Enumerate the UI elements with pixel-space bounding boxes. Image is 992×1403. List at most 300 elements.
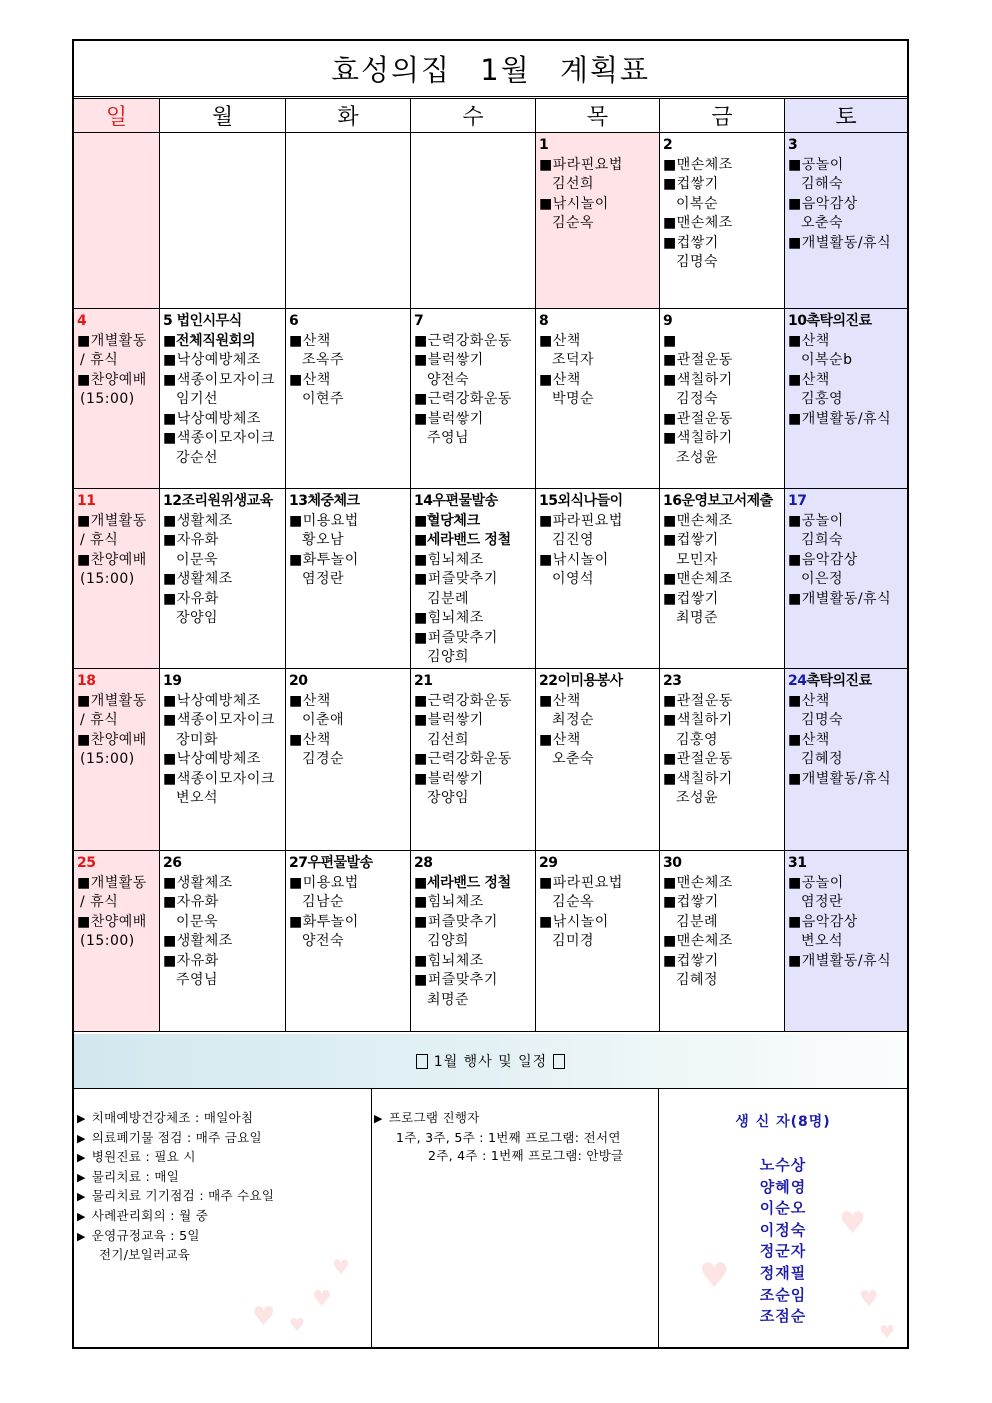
day-number-value: 24 <box>788 673 807 689</box>
day-number: 12조리원위생교육 <box>163 493 273 509</box>
participant-name: 주영님 <box>427 430 470 446</box>
day-cell-saturday[interactable] <box>785 133 907 308</box>
day-cell-friday[interactable] <box>660 851 785 1031</box>
heart-decoration-icon: ♥ <box>699 1256 730 1296</box>
participant-name: 이영석 <box>552 571 595 587</box>
birthday-name: 양혜영 <box>759 1177 807 1196</box>
activity-item: ■관절운동 <box>663 410 733 427</box>
activity-item: ■블럭쌓기 <box>414 352 484 368</box>
activity-item: ■낙상예방체조 <box>163 751 261 767</box>
day-number: 20 <box>289 673 308 689</box>
events-banner <box>74 1034 907 1089</box>
schedule-note <box>77 1148 371 1168</box>
activity-item: ■파라핀요법 <box>539 874 623 891</box>
participant-name: 염정란 <box>801 894 844 910</box>
activity-item: ■미용요법 <box>289 874 359 891</box>
bottom-section <box>74 1089 907 1347</box>
day-cell-thursday[interactable] <box>536 309 660 488</box>
day-number: 25 <box>77 855 96 871</box>
activity-item: ■힘뇌체조 <box>414 952 484 969</box>
schedule-note-text: 운영규정교육 : 5일 <box>91 1227 200 1243</box>
activity-item: ■미용요법 <box>289 512 359 529</box>
heart-decoration-icon: ♥ <box>252 1302 276 1332</box>
activity-item: ■산책 <box>788 731 830 748</box>
birthday-name: 정군자 <box>759 1242 807 1261</box>
birthday-title: 생 신 자(8명) <box>735 1114 831 1130</box>
checkbox-glyph-right-icon <box>553 1054 565 1069</box>
activity-item: ■산책 <box>788 332 830 349</box>
activity-item: ■관절운동 <box>663 692 733 709</box>
activity-item: ■화투놀이 <box>289 551 359 568</box>
day-cell-thursday[interactable] <box>536 851 660 1031</box>
activity-item: ■음악감상 <box>788 551 858 568</box>
day-cell-wednesday[interactable] <box>411 851 536 1031</box>
day-cell-tuesday[interactable] <box>286 851 411 1031</box>
participant-name: 황오남 <box>302 532 345 548</box>
participant-name: 이은정 <box>801 571 844 587</box>
day-number: 16운영보고서제출 <box>663 493 773 509</box>
weekday-tuesday: 화 <box>286 99 411 132</box>
day-number: 8 <box>539 313 549 329</box>
activity-item: ■낙상예방체조 <box>163 352 261 368</box>
day-event-label: 촉탁의진료 <box>806 673 872 689</box>
activity-item: ■찬양예배 <box>77 913 147 930</box>
weekday-header-row <box>74 99 907 133</box>
activity-item: ■공놀이 <box>788 874 844 891</box>
activity-item: ■낙상예방체조 <box>163 692 261 709</box>
week-row <box>74 851 907 1032</box>
participant-name: 임기선 <box>176 391 219 407</box>
activity-item: ■찬양예배 <box>77 731 147 748</box>
birthday-name: 노수상 <box>759 1156 807 1174</box>
activity-item: ■퍼즐맞추기 <box>414 571 498 587</box>
participant-name: 김홍영 <box>676 731 719 748</box>
day-cell-saturday[interactable] <box>785 309 907 488</box>
day-number: 27우편물발송 <box>289 855 373 871</box>
activity-item: ■생활체조 <box>163 512 233 529</box>
heart-decoration-icon: ♥ <box>839 1206 866 1241</box>
triangle-bullet-icon: ▶ <box>374 1112 383 1125</box>
activity-item: ■음악감상 <box>788 195 858 212</box>
triangle-bullet-icon: ▶ <box>77 1170 86 1184</box>
activity-item: ■근력강화운동 <box>414 332 512 349</box>
day-number: 2 <box>663 137 673 153</box>
events-banner-label: 1월 행사 및 일정 <box>433 1054 548 1070</box>
day-cell-saturday[interactable] <box>785 669 907 850</box>
activity-item: ■낚시놀이 <box>539 195 609 212</box>
activity-item: ■맨손체조 <box>663 215 733 231</box>
day-cell-sunday[interactable] <box>74 133 160 308</box>
heart-decoration-icon: ♥ <box>879 1322 896 1343</box>
triangle-bullet-icon: ▶ <box>77 1190 86 1204</box>
program-leaders-heading <box>374 1109 658 1129</box>
activity-item: ■색종이모자이크 <box>163 430 275 446</box>
day-number: 6 <box>289 313 299 329</box>
activity-item: ■맨손체조 <box>663 571 733 587</box>
program-leaders-panel <box>372 1089 659 1347</box>
participant-name: 조성윤 <box>676 449 719 466</box>
weekday-monday: 월 <box>160 99 286 132</box>
day-number: 14우편물발송 <box>414 493 498 509</box>
day-number: 28 <box>414 855 433 871</box>
activity-item: (15:00) <box>80 933 135 949</box>
participant-name: 김해숙 <box>801 176 844 192</box>
day-cell-tuesday[interactable] <box>286 669 411 850</box>
activity-item: ■산책 <box>289 731 331 748</box>
activity-item: ■산책 <box>289 692 331 709</box>
activity-item: ■색종이모자이크 <box>163 712 275 728</box>
activity-item: ■근력강화운동 <box>414 751 512 767</box>
schedule-note-text: 의료폐기물 점검 : 매주 금요일 <box>91 1129 262 1145</box>
birthday-name: 이정숙 <box>759 1220 807 1239</box>
activity-item: ■산책 <box>539 731 581 748</box>
participant-name: 이현주 <box>302 391 345 407</box>
participant-name: 이복순b <box>801 352 853 368</box>
day-number: 11 <box>77 493 96 509</box>
activity-item: ■맨손체조 <box>663 933 733 949</box>
day-number: 7 <box>414 313 424 329</box>
day-cell-saturday[interactable] <box>785 489 907 668</box>
schedule-note-text: 전기/보일러교육 <box>99 1247 191 1263</box>
activity-item: ■관절운동 <box>663 751 733 767</box>
participant-name: 김진영 <box>552 532 595 548</box>
activity-item: ■화투놀이 <box>289 913 359 930</box>
participant-name: 조덕자 <box>552 352 595 368</box>
participant-name: 모민자 <box>676 551 719 568</box>
schedule-note <box>77 1129 371 1149</box>
activity-item: ■공놀이 <box>788 156 844 173</box>
participant-name: 주영님 <box>176 972 219 988</box>
participant-name: 김경순 <box>302 751 345 767</box>
birthday-name: 정재필 <box>759 1263 807 1282</box>
day-number: 17 <box>788 493 807 509</box>
activity-item: ■개별활동/휴식 <box>788 952 892 969</box>
activity-item: ■세라밴드 정철 <box>414 532 511 548</box>
participant-name: 박명순 <box>552 391 595 407</box>
activity-item: ■개별활동 <box>77 692 147 709</box>
activity-item: / 휴식 <box>80 352 119 368</box>
triangle-bullet-icon: ▶ <box>77 1151 86 1165</box>
activity-item: ■컵쌓기 <box>663 590 719 607</box>
participant-name: 강순선 <box>176 449 219 466</box>
birthday-names-list <box>659 1155 907 1328</box>
activity-item: ■ <box>663 332 677 349</box>
schedule-note-text: 치매예방건강체조 : 매일아침 <box>91 1110 254 1125</box>
weekday-wednesday: 수 <box>411 99 536 132</box>
participant-name: 이복순 <box>676 195 719 212</box>
activity-item: ■맨손체조 <box>663 156 733 173</box>
activity-item: ■블럭쌓기 <box>414 410 484 427</box>
calendar-frame <box>72 39 909 1349</box>
activity-item: ■색칠하기 <box>663 430 733 446</box>
day-number: 3 <box>788 137 798 153</box>
day-number: 15외식나들이 <box>539 493 623 509</box>
schedule-note <box>77 1246 371 1265</box>
participant-name: 김명숙 <box>801 712 844 728</box>
weekday-thursday: 목 <box>536 99 660 132</box>
day-cell-wednesday[interactable] <box>411 669 536 850</box>
weekday-sunday: 일 <box>74 99 160 132</box>
schedule-note-text: 물리치료 : 매일 <box>91 1168 180 1184</box>
participant-name: 장양임 <box>176 610 219 626</box>
activity-item: ■산책 <box>289 371 331 388</box>
activity-item: ■산책 <box>539 332 581 349</box>
participant-name: 김남순 <box>302 894 345 910</box>
activity-item: ■색칠하기 <box>663 371 733 388</box>
activity-item: ■생활체조 <box>163 571 233 587</box>
triangle-bullet-icon: ▶ <box>77 1131 86 1145</box>
weeks-container <box>74 133 907 1032</box>
participant-name: 김명숙 <box>676 254 719 270</box>
activity-item: ■컵쌓기 <box>663 952 719 969</box>
activity-item: ■관절운동 <box>663 352 733 368</box>
day-cell-sunday[interactable] <box>74 489 160 668</box>
activity-item: ■생활체조 <box>163 933 233 949</box>
activity-item: ■맨손체조 <box>663 874 733 891</box>
birthday-name: 이순오 <box>759 1199 807 1218</box>
triangle-bullet-icon: ▶ <box>77 1229 86 1243</box>
participant-name: 김선희 <box>427 731 470 748</box>
day-cell-tuesday[interactable] <box>286 489 411 668</box>
activity-item: (15:00) <box>80 571 135 587</box>
participant-name: 최정순 <box>552 712 595 728</box>
schedule-notes-panel <box>74 1089 372 1347</box>
activity-item: ■근력강화운동 <box>414 692 512 709</box>
day-cell-friday[interactable] <box>660 669 785 850</box>
activity-item: ■색칠하기 <box>663 712 733 728</box>
day-cell-tuesday[interactable] <box>286 133 411 308</box>
schedule-note <box>77 1109 371 1129</box>
activity-item: ■공놀이 <box>788 512 844 529</box>
activity-item: ■자유화 <box>163 894 219 910</box>
activity-item: ■컵쌓기 <box>663 234 719 251</box>
activity-item: ■산책 <box>539 692 581 709</box>
heart-decoration-icon: ♥ <box>332 1255 350 1279</box>
program-leaders-row: 2주, 4주 : 1번째 프로그램: 안방글 <box>428 1148 624 1164</box>
activity-item: ■파라핀요법 <box>539 512 623 529</box>
schedule-note <box>77 1227 371 1247</box>
participant-name: 변오석 <box>176 790 219 806</box>
day-cell-monday[interactable] <box>160 489 286 668</box>
activity-item: ■찬양예배 <box>77 371 147 388</box>
activity-item: ■자유화 <box>163 952 219 969</box>
activity-item: ■힘뇌체조 <box>414 610 484 626</box>
activity-item: (15:00) <box>80 391 135 407</box>
activity-item: ■파라핀요법 <box>539 156 623 173</box>
activity-item: (15:00) <box>80 751 135 767</box>
heart-decoration-icon: ♥ <box>859 1287 879 1312</box>
activity-item: ■맨손체조 <box>663 512 733 529</box>
activity-item: ■개별활동 <box>77 874 147 891</box>
day-cell-monday[interactable] <box>160 133 286 308</box>
activity-item: ■퍼즐맞추기 <box>414 913 498 930</box>
participant-name: 김양희 <box>427 649 470 665</box>
schedule-notes-list <box>77 1109 371 1265</box>
activity-item: ■블럭쌓기 <box>414 770 484 787</box>
schedule-note <box>77 1207 371 1227</box>
participant-name: 김홍영 <box>801 391 844 407</box>
activity-item: ■컵쌓기 <box>663 176 719 192</box>
birthday-name: 조순임 <box>759 1285 807 1304</box>
schedule-note-text: 물리치료 기기점검 : 매주 수요일 <box>91 1188 275 1204</box>
activity-item: ■개별활동/휴식 <box>788 770 892 787</box>
day-cell-monday[interactable] <box>160 851 286 1031</box>
day-cell-thursday[interactable] <box>536 133 660 308</box>
activity-item: ■개별활동/휴식 <box>788 590 892 607</box>
activity-item: ■색칠하기 <box>663 770 733 787</box>
day-cell-thursday[interactable] <box>536 489 660 668</box>
activity-item: ■개별활동/휴식 <box>788 234 892 251</box>
weekday-friday: 금 <box>660 99 785 132</box>
activity-item: ■전체직원회의 <box>163 332 256 349</box>
participant-name: 변오석 <box>801 933 844 949</box>
participant-name: 김정숙 <box>676 391 719 407</box>
day-number: 4 <box>77 313 87 329</box>
activity-item: ■산책 <box>788 692 830 709</box>
participant-name: 장미화 <box>176 731 219 748</box>
week-row <box>74 489 907 669</box>
participant-name: 이문욱 <box>176 551 219 568</box>
activity-item: ■색종이모자이크 <box>163 371 275 388</box>
day-cell-saturday[interactable] <box>785 851 907 1031</box>
participant-name: 최명준 <box>676 610 719 626</box>
participant-name: 최명준 <box>427 991 470 1008</box>
day-cell-wednesday[interactable] <box>411 133 536 308</box>
day-cell-wednesday[interactable] <box>411 489 536 668</box>
participant-name: 김혜정 <box>676 972 719 988</box>
page-title: 효성의집 1월 계획표 <box>331 53 650 87</box>
triangle-bullet-icon: ▶ <box>77 1209 86 1223</box>
day-cell-friday[interactable] <box>660 489 785 668</box>
day-number: 26 <box>163 855 182 871</box>
day-number: 18 <box>77 673 96 689</box>
participant-name: 염정란 <box>302 571 345 587</box>
participant-name: 이문욱 <box>176 913 219 930</box>
participant-name: 김선희 <box>552 176 595 192</box>
schedule-note <box>77 1168 371 1188</box>
activity-item: ■낚시놀이 <box>539 913 609 930</box>
participant-name: 조옥주 <box>302 352 345 368</box>
day-number <box>788 672 907 692</box>
participant-name: 오춘숙 <box>801 215 844 231</box>
activity-item: / 휴식 <box>80 894 119 910</box>
participant-name: 김혜정 <box>801 751 844 767</box>
day-number: 19 <box>163 673 182 689</box>
schedule-note-text: 병원진료 : 필요 시 <box>91 1149 196 1165</box>
activity-item: ■근력강화운동 <box>414 391 512 407</box>
day-cell-sunday[interactable] <box>74 669 160 850</box>
week-row <box>74 133 907 309</box>
activity-item: ■낚시놀이 <box>539 551 609 568</box>
activity-item: ■컵쌓기 <box>663 894 719 910</box>
activity-item: ■힘뇌체조 <box>414 551 484 568</box>
checkbox-glyph-left-icon <box>416 1054 428 1069</box>
day-cell-friday[interactable] <box>660 309 785 488</box>
activity-item: ■산책 <box>539 371 581 388</box>
participant-name: 오춘숙 <box>552 751 595 767</box>
day-number: 1 <box>539 137 549 153</box>
activity-item: ■찬양예배 <box>77 551 147 568</box>
day-number: 31 <box>788 855 807 871</box>
activity-item: ■개별활동 <box>77 332 147 349</box>
activity-item: ■낙상예방체조 <box>163 410 261 427</box>
day-number: 13체중체크 <box>289 493 360 509</box>
participant-name: 김분례 <box>427 590 470 607</box>
day-number: 21 <box>414 673 433 689</box>
activity-item: ■자유화 <box>163 532 219 548</box>
participant-name: 이춘애 <box>302 712 345 728</box>
heart-decoration-icon: ♥ <box>312 1287 332 1312</box>
participant-name: 김순옥 <box>552 894 595 910</box>
activity-item: ■산책 <box>289 332 331 349</box>
participant-name: 김미경 <box>552 933 595 949</box>
activity-item: / 휴식 <box>80 532 119 548</box>
participant-name: 조성윤 <box>676 790 719 806</box>
week-row <box>74 309 907 489</box>
schedule-note <box>77 1187 371 1207</box>
activity-item: ■생활체조 <box>163 874 233 891</box>
calendar-grid <box>74 99 907 1032</box>
day-cell-thursday[interactable] <box>536 669 660 850</box>
day-cell-monday[interactable] <box>160 309 286 488</box>
birthday-panel <box>659 1089 907 1347</box>
day-cell-sunday[interactable] <box>74 851 160 1031</box>
participant-name: 김희숙 <box>801 532 844 548</box>
participant-name: 장양임 <box>427 790 470 806</box>
day-cell-monday[interactable] <box>160 669 286 850</box>
activity-item: ■음악감상 <box>788 913 858 930</box>
day-cell-wednesday[interactable] <box>411 309 536 488</box>
day-number: 29 <box>539 855 558 871</box>
day-number: 30 <box>663 855 682 871</box>
activity-item: ■블럭쌓기 <box>414 712 484 728</box>
activity-item: ■산책 <box>788 371 830 388</box>
day-cell-friday[interactable] <box>660 133 785 308</box>
day-number: 10촉탁의진료 <box>788 313 872 329</box>
activity-item: ■컵쌓기 <box>663 532 719 548</box>
activity-item: ■개별활동/휴식 <box>788 410 892 427</box>
program-leaders-heading-text: 프로그램 진행자 <box>388 1110 480 1125</box>
activity-item: / 휴식 <box>80 712 119 728</box>
activity-item: ■퍼즐맞추기 <box>414 972 498 988</box>
participant-name: 양전숙 <box>302 933 345 949</box>
schedule-note-text: 사례관리회의 : 월 중 <box>91 1207 209 1223</box>
activity-item: ■색종이모자이크 <box>163 770 275 787</box>
participant-name: 김분례 <box>676 913 719 930</box>
week-row <box>74 669 907 851</box>
activity-item: ■개별활동 <box>77 512 147 529</box>
activity-item: ■자유화 <box>163 590 219 607</box>
participant-name: 김순옥 <box>552 215 595 231</box>
heart-decoration-icon: ♥ <box>289 1315 306 1336</box>
day-cell-tuesday[interactable] <box>286 309 411 488</box>
day-number: 5 법인시무식 <box>163 313 242 329</box>
activity-item: ■혈당체크 <box>414 512 480 529</box>
day-number: 22이미용봉사 <box>539 673 623 689</box>
activity-item: ■세라밴드 정철 <box>414 874 511 891</box>
activity-item: ■퍼즐맞추기 <box>414 629 498 646</box>
participant-name: 김양희 <box>427 933 470 949</box>
birthday-name: 조점순 <box>759 1307 807 1326</box>
day-number: 23 <box>663 673 682 689</box>
day-cell-sunday[interactable] <box>74 309 160 488</box>
day-number: 9 <box>663 313 673 329</box>
participant-name: 양전숙 <box>427 371 470 388</box>
triangle-bullet-icon: ▶ <box>77 1112 86 1125</box>
weekday-saturday: 토 <box>785 99 907 132</box>
program-leaders-row: 1주, 3주, 5주 : 1번째 프로그램: 전서연 <box>396 1129 621 1145</box>
activity-item: ■힘뇌체조 <box>414 894 484 910</box>
